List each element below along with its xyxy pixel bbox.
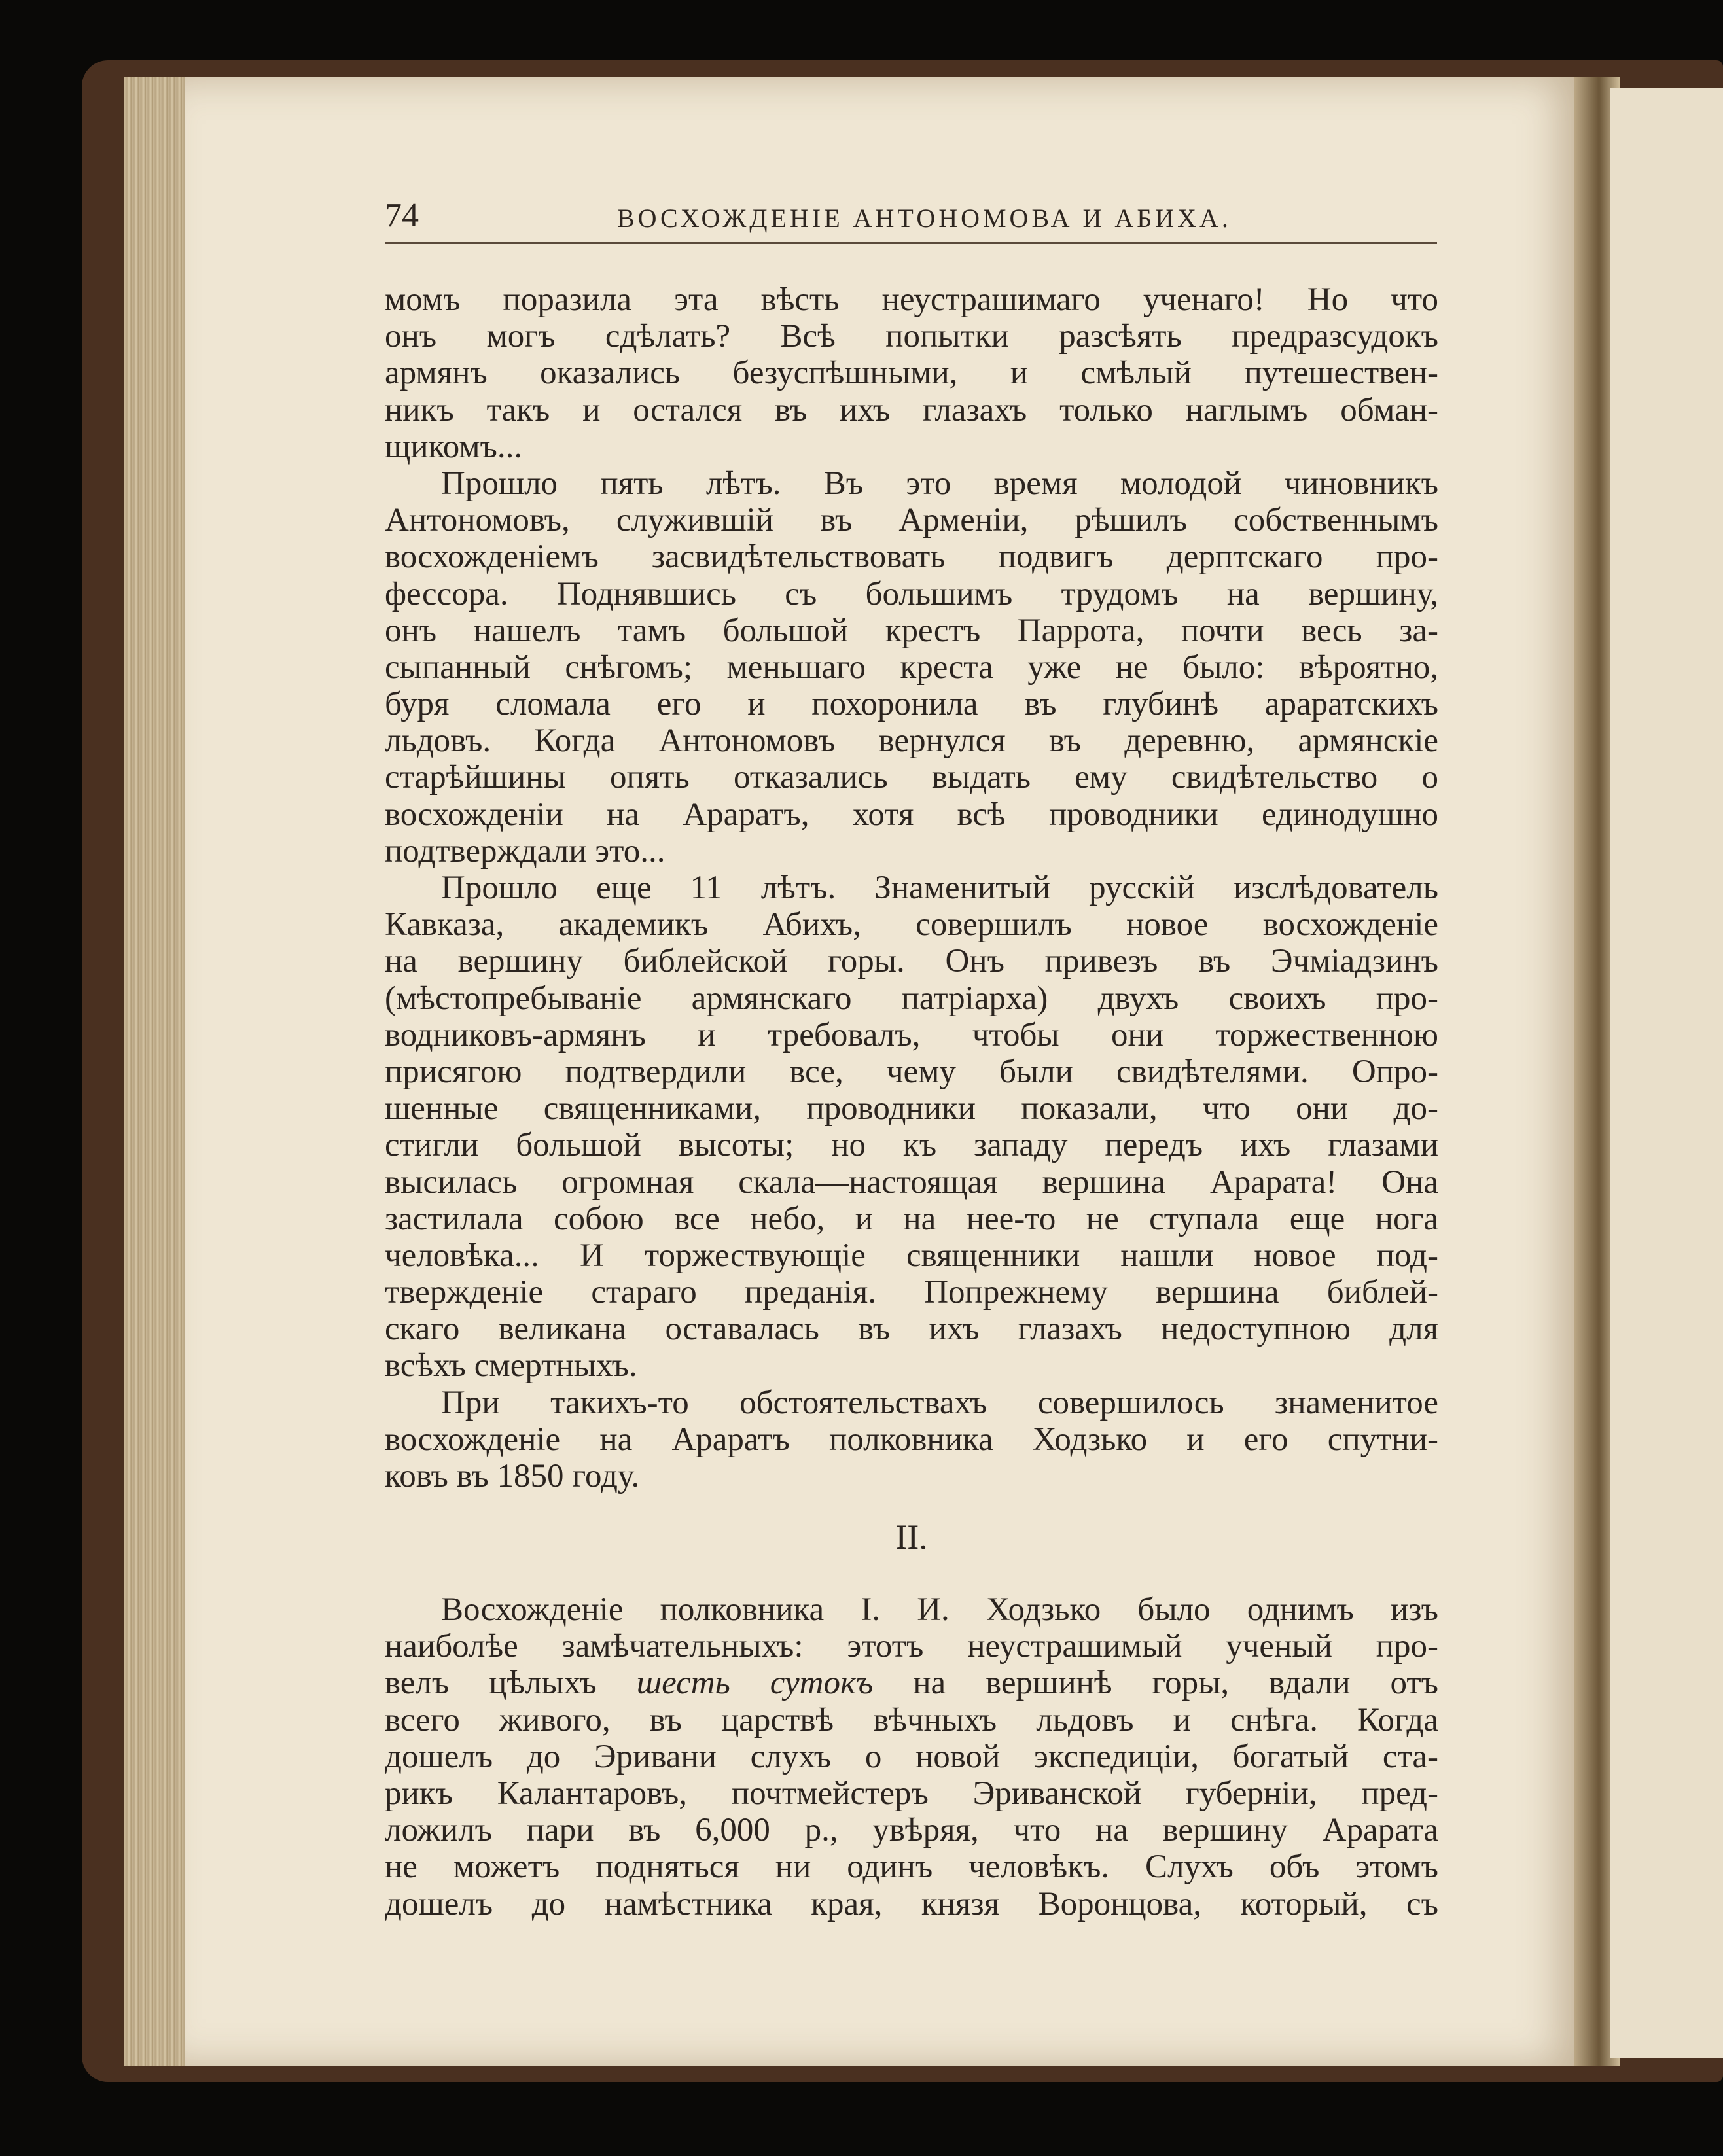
text-line: старѣйшины опять отказались выдать ему свидѣтельство о <box>385 759 1438 796</box>
page-edges <box>124 77 187 2066</box>
text-line: буря сломала его и похоронила въ глубинѣ араратскихъ <box>385 686 1438 723</box>
emphasis: шесть сутокъ <box>636 1665 874 1702</box>
text-line: щикомъ... <box>385 428 523 465</box>
text-line: восхожденіи на Араратъ, хотя всѣ проводники единодушно <box>385 796 1438 833</box>
page-number: 74 <box>385 197 419 234</box>
text-line: восхожденіемъ засвидѣтельствовать подвигъ дерптскаго про- <box>385 539 1438 576</box>
text-line: (мѣстопребываніе армянскаго патріарха) двухъ своихъ про- <box>385 980 1438 1017</box>
text-line: фессора. Поднявшись съ большимъ трудомъ на вершину, <box>385 575 1438 612</box>
text-line: наиболѣе замѣчательныхъ: этотъ неустрашимый ученый про- <box>385 1628 1438 1665</box>
text-line: застилала собою все небо, и на нее-то не ступала еще нога <box>385 1200 1438 1237</box>
text-line: Антономовъ, служившій въ Арменіи, рѣшилъ собственнымъ <box>385 502 1438 539</box>
text-line: При такихъ-то обстоятельствахъ совершилось знаменитое <box>441 1384 1438 1421</box>
body-text-bottom <box>385 1591 1438 1922</box>
text-line: момъ поразила эта вѣсть неустрашимаго ученаго! Но что <box>385 281 1438 318</box>
text-line: Восхожденіе полковника І. И. Ходзько было однимъ изъ <box>441 1591 1438 1628</box>
text-line: водниковъ-армянъ и требовалъ, чтобы они торжественною <box>385 1016 1438 1053</box>
text-line: всего живого, въ царствѣ вѣчныхъ льдовъ и снѣга. Когда <box>385 1701 1438 1739</box>
text-line: дошелъ до намѣстника края, князя Воронцова, который, съ <box>385 1885 1438 1922</box>
text-line: ковъ въ 1850 году. <box>385 1458 640 1494</box>
text-line: Прошло пять лѣтъ. Въ это время молодой чиновникъ <box>441 465 1438 502</box>
text-line: армянъ оказались безуспѣшными, и смѣлый путешествен- <box>385 355 1438 392</box>
text-line: стигли большой высоты; но къ западу передъ ихъ глазами <box>385 1127 1438 1164</box>
text-line: скаго великана оставалась въ ихъ глазахъ недоступною для <box>385 1311 1438 1348</box>
text-line: шенные священниками, проводники показали, что они до- <box>385 1090 1438 1127</box>
text-line: Кавказа, академикъ Абихъ, совершилъ новое восхожденіе <box>385 906 1438 944</box>
text-line: восхожденіе на Араратъ полковника Ходзько и его спутни- <box>385 1421 1438 1458</box>
body-text-top <box>385 281 1438 1494</box>
text-line: твержденіе стараго преданія. Попрежнему вершина библей- <box>385 1274 1438 1311</box>
text-line: сыпанный снѣгомъ; меньшаго креста уже не было: вѣроятно, <box>385 648 1438 686</box>
text-line: велъ цѣлыхъ шесть сутокъ на вершинѣ горы, вдали отъ <box>385 1665 1438 1702</box>
text-line: присягою подтвердили все, чему были свидѣтелями. Опро- <box>385 1053 1438 1090</box>
text-line: на вершину библейской горы. Онъ привезъ въ Эчміадзинъ <box>385 943 1438 980</box>
text-line: льдовъ. Когда Антономовъ вернулся въ деревню, армянскіе <box>385 722 1438 760</box>
text-line: подтверждали это... <box>385 832 666 870</box>
page-header <box>385 196 1437 244</box>
facing-page-edge <box>1610 88 1723 2058</box>
section-heading: II. <box>895 1517 928 1557</box>
text-line: онъ нашелъ тамъ большой крестъ Паррота, почти весь за- <box>385 612 1438 649</box>
text-line: дошелъ до Эривани слухъ о новой экспедиціи, богатый ста- <box>385 1738 1438 1775</box>
running-head: ВОСХОЖДЕНІЕ АНТОНОМОВА И АБИХА. <box>617 203 1232 233</box>
text-line: человѣка... И торжествующіе священники нашли новое под- <box>385 1237 1438 1274</box>
text-line: не можетъ подняться ни одинъ человѣкъ. Слухъ объ этомъ <box>385 1848 1438 1886</box>
text-line: Прошло еще 11 лѣтъ. Знаменитый русскій изслѣдователь <box>441 870 1438 906</box>
text-line: онъ могъ сдѣлать? Всѣ попытки разсѣять предразсудокъ <box>385 318 1438 355</box>
text-line: всѣхъ смертныхъ. <box>385 1347 637 1385</box>
text-line: высилась огромная скала—настоящая вершина Арарата! Она <box>385 1163 1438 1201</box>
text-line: рикъ Калантаровъ, почтмейстеръ Эриванской губерніи, пред- <box>385 1775 1438 1812</box>
text-line: ложилъ пари въ 6,000 р., увѣряя, что на вершину Арарата <box>385 1812 1438 1849</box>
text-line: никъ такъ и остался въ ихъ глазахъ только наглымъ обман- <box>385 391 1438 429</box>
